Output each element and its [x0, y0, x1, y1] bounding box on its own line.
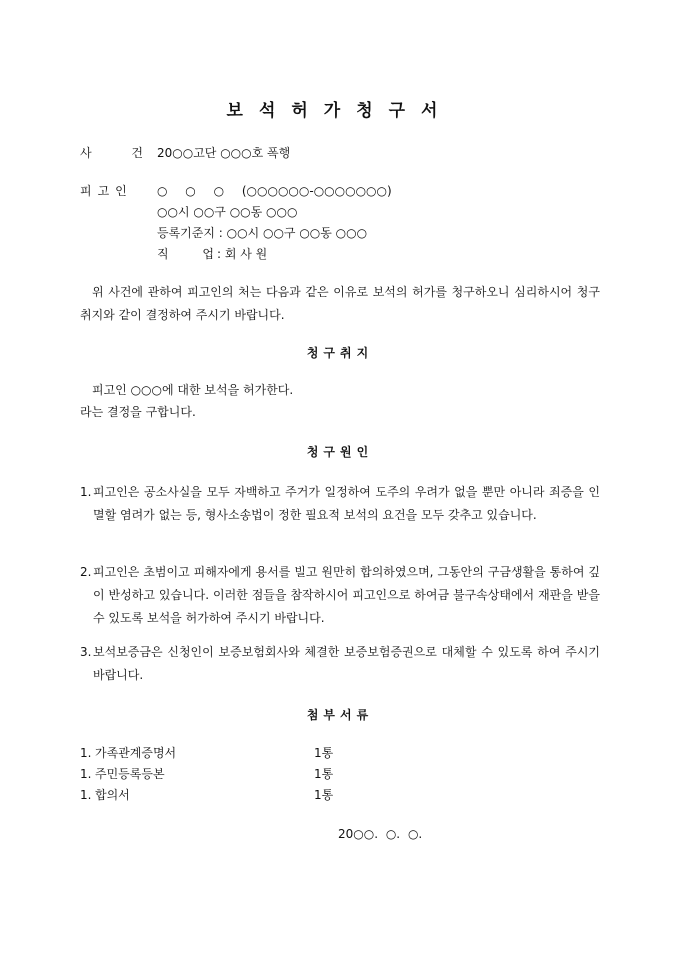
- purpose-heading: 청구취지: [306, 346, 374, 360]
- defendant-job-value: : 회 사 원: [217, 247, 268, 261]
- defendant-label: 피고인: [80, 184, 133, 198]
- reason-number: 2.: [80, 565, 92, 579]
- reason-text: 보석보증금은 신청인이 보증보험회사와 체결한 보증보험증권으로 대체할 수 있도록 하여 주시기 바랍니다.: [93, 645, 600, 682]
- attachment-number: 1.: [80, 788, 92, 802]
- reasons-heading: 청구원인: [306, 445, 374, 459]
- reason-text: 피고인은 공소사실을 모두 자백하고 주거가 일정하여 도주의 우려가 없을 뿐만 아니라 죄증을 인멸할 염려가 없는 등, 형사소송법이 정한 필요적 보석의 요건을 모두 갖추고 있습니다.: [93, 485, 600, 522]
- attachment-qty: 1통: [314, 767, 334, 781]
- document-title: 보석허가청구서: [226, 101, 454, 121]
- attachment-number: 1.: [80, 767, 92, 781]
- defendant-registry: 등록기준지 : ○○시 ○○구 ○○동 ○○○: [157, 226, 368, 240]
- reason-number: 1.: [80, 485, 92, 499]
- attachment-name: 가족관계증명서: [95, 746, 177, 760]
- case-value: 20○○고단 ○○○호 폭행: [157, 146, 291, 160]
- purpose-line-1: 피고인 ○○○에 대한 보석을 허가한다.: [92, 383, 294, 397]
- reason-number: 3.: [80, 645, 92, 659]
- attachment-name: 주민등록등본: [95, 767, 165, 781]
- purpose-line-2: 라는 결정을 구합니다.: [80, 405, 196, 419]
- attachment-qty: 1통: [314, 746, 334, 760]
- reason-text: 피고인은 초범이고 피해자에게 용서를 빌고 원만히 합의하였으며, 그동안의 구금생활을 통하여 깊이 반성하고 있습니다. 이러한 점들을 참작하시어 피고인으로 하여금 불구속상태에서 재판을 받을 수 있도록 보석을 허가하여 주시기 바랍니다.: [93, 565, 600, 625]
- defendant-job-label: 직 업: [157, 247, 214, 261]
- attachments-heading: 첨부서류: [306, 708, 374, 722]
- defendant-address: ○○시 ○○구 ○○동 ○○○: [157, 205, 298, 219]
- document-date: 20○○. ○. ○.: [338, 827, 423, 841]
- attachment-number: 1.: [80, 746, 92, 760]
- attachment-name: 합의서: [95, 788, 130, 802]
- case-label: 사 건: [80, 146, 161, 160]
- intro-paragraph: 위 사건에 관하여 피고인의 처는 다음과 같은 이유로 보석의 허가를 청구하오니 심리하시어 청구취지와 같이 결정하여 주시기 바랍니다.: [80, 285, 600, 322]
- defendant-name: ○ ○ ○ (○○○○○○-○○○○○○○): [157, 184, 392, 198]
- attachment-qty: 1통: [314, 788, 334, 802]
